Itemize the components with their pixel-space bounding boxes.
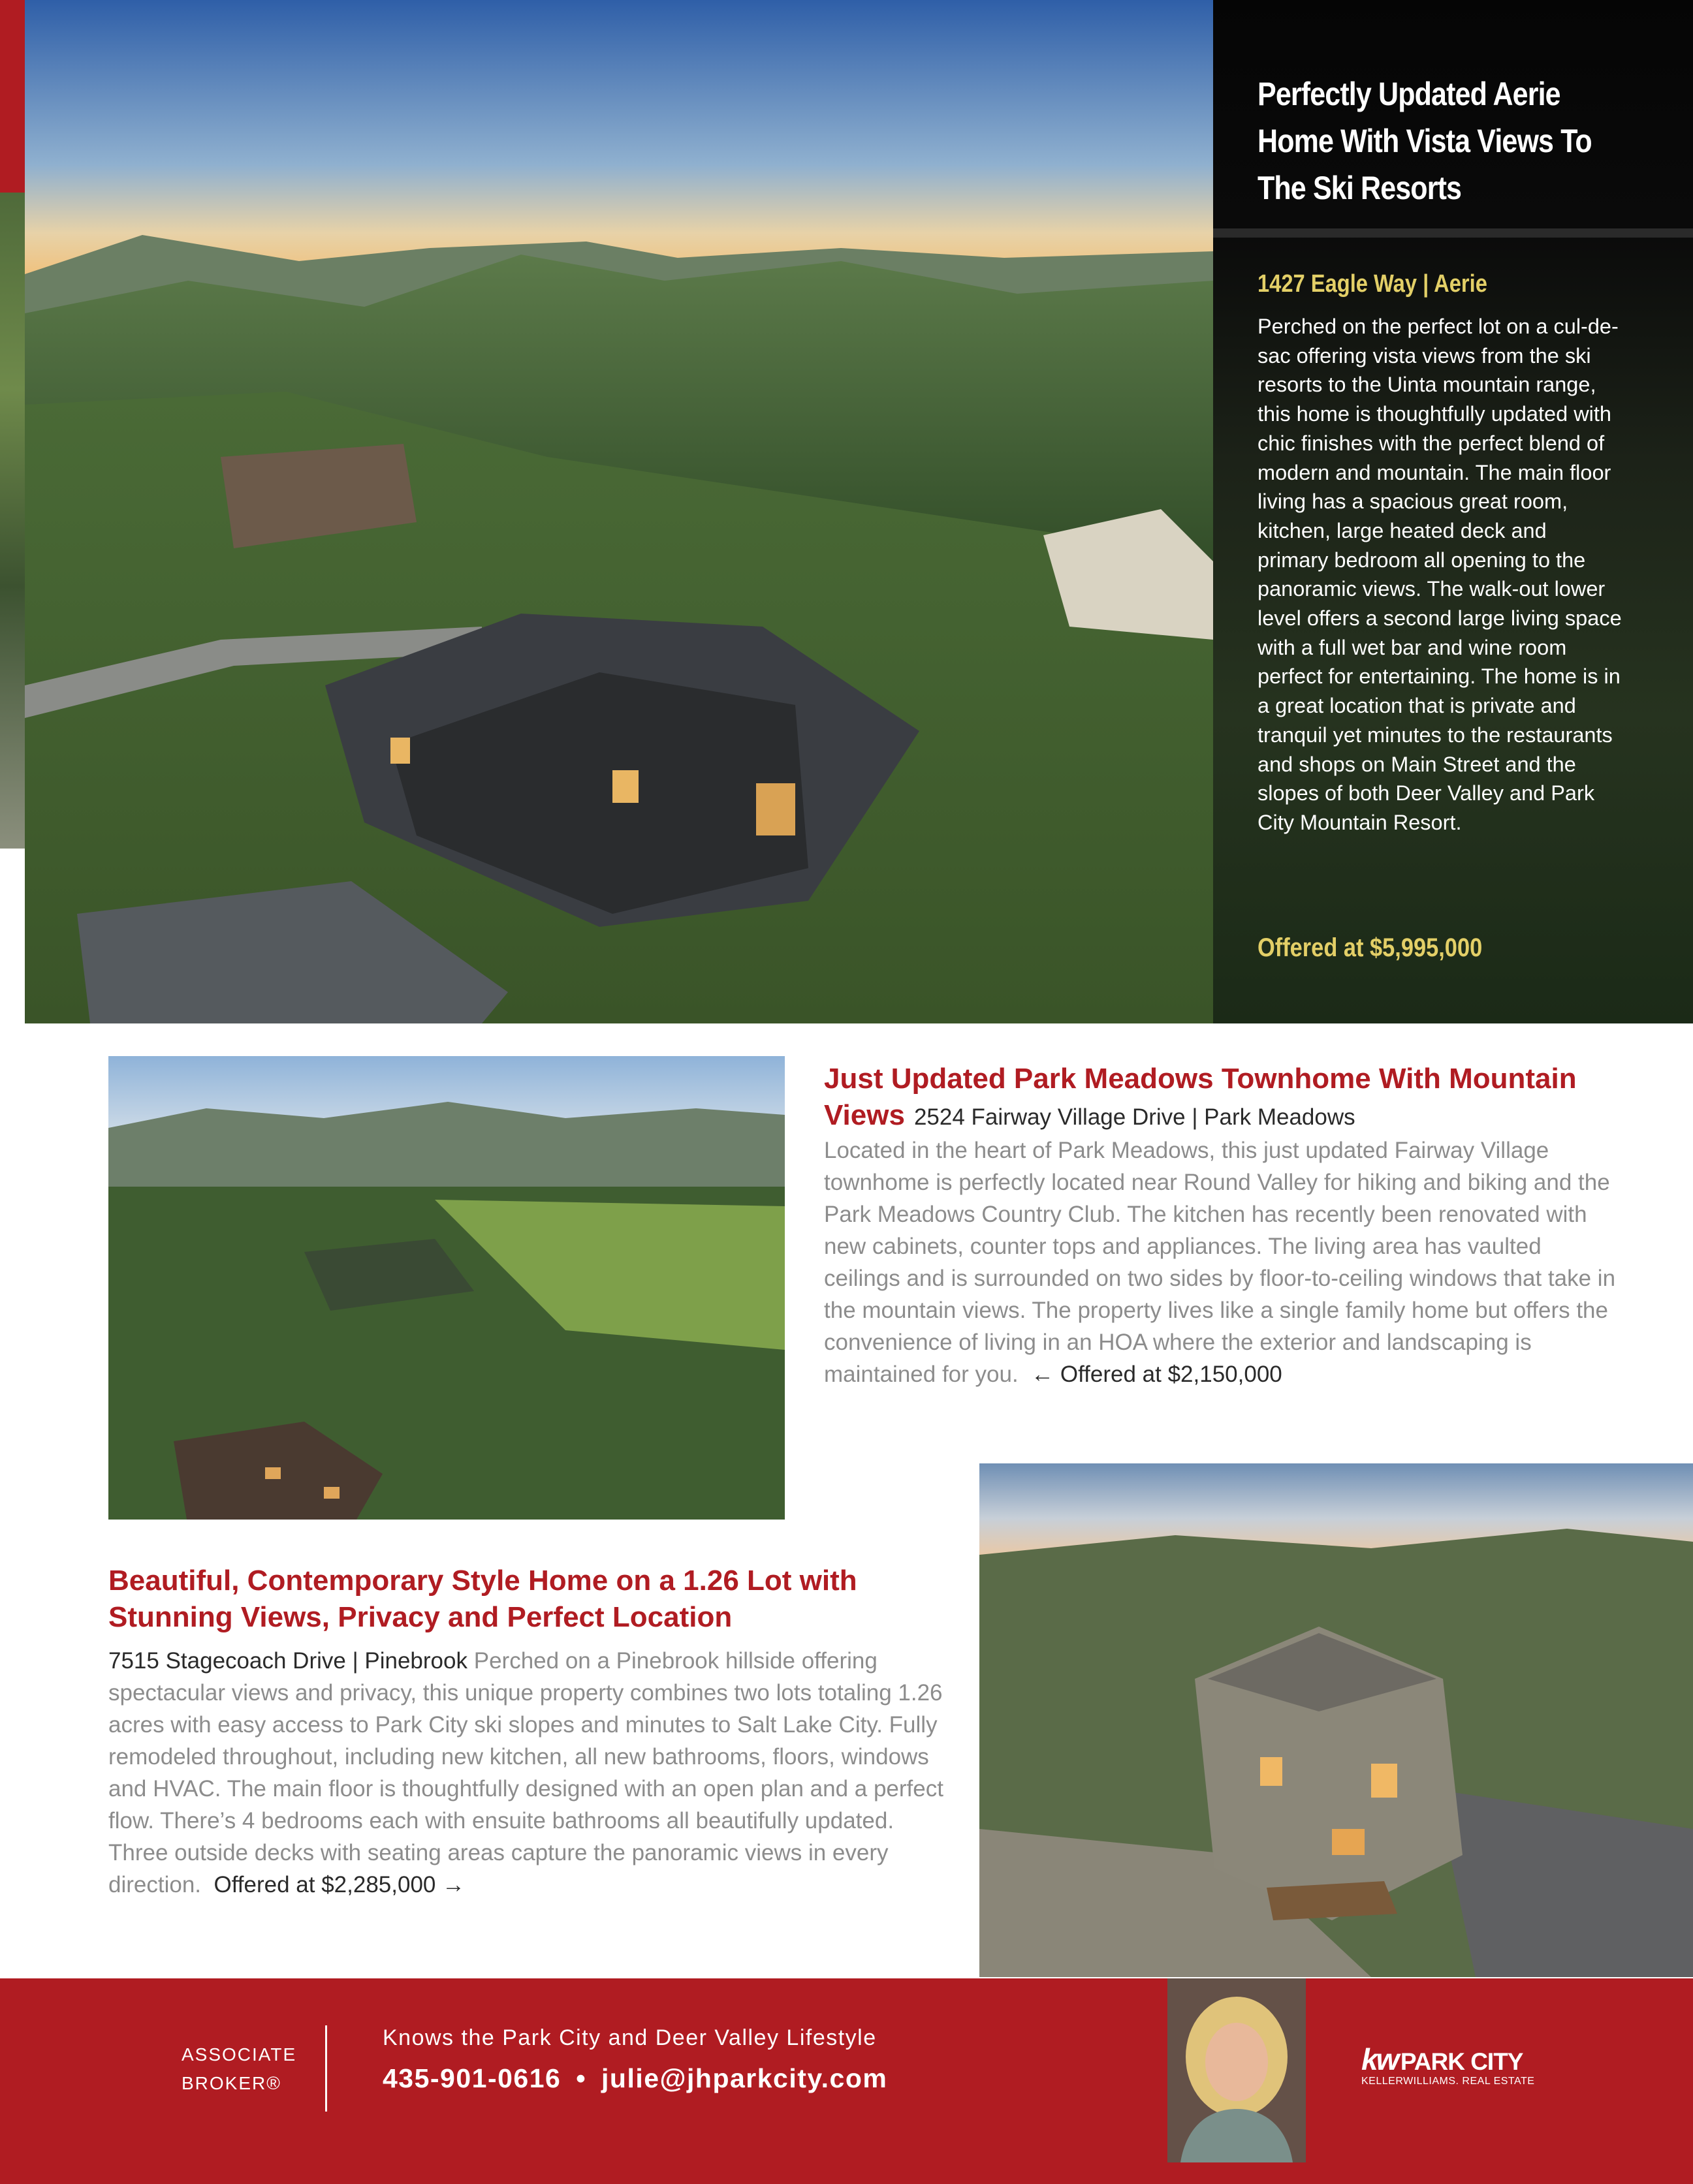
kw-park-city-logo xyxy=(1361,2042,1534,2087)
listing-3-title: Beautiful, Contemporary Style Home on a 1.26 Lot with Stunning Views, Privacy and Perfect Location xyxy=(108,1565,857,1633)
listing-2-title-text: Just Updated Park Meadows Townhome With Mountain Views xyxy=(824,1063,1577,1131)
listing-3-description: Perched on a Pinebrook hillside offering spectacular views and privacy, this unique property combines two lots totaling 1.26 acres with easy access to Park City ski slopes and minutes to Salt Lake City. Fully remodeled throughout, including new kitchen, all new bathrooms, floors, windows and HVAC. The main floor is thoughtfully designed with an open plan and a perfect flow. There’s 4 bedrooms each with ensuite bathrooms all beautifully updated. Three outside decks with seating areas capture the panoramic views in every direction. xyxy=(108,1648,943,1897)
footer-bar xyxy=(0,1978,1693,2184)
contact-separator: • xyxy=(576,2063,587,2093)
agent-email[interactable]: julie@jhparkcity.com xyxy=(601,2063,888,2093)
logo-kw: kw xyxy=(1361,2042,1398,2076)
logo-park-city: PARK CITY xyxy=(1400,2048,1523,2075)
listing-3-price: Offered at $2,285,000 → xyxy=(214,1872,466,1897)
role-line-2: BROKER® xyxy=(182,2073,281,2093)
pinebrook-home-photo xyxy=(979,1463,1693,1977)
listing-2-address: 2524 Fairway Village Drive | Park Meadows xyxy=(913,1104,1355,1130)
feature-price: Offered at $5,995,000 xyxy=(1258,933,1483,962)
listing-2-body xyxy=(824,1134,1617,1390)
logo-brokerage: KELLERWILLIAMS. REAL ESTATE xyxy=(1361,2076,1535,2087)
red-edge-bar xyxy=(0,0,25,193)
agent-role xyxy=(182,2040,296,2098)
listing-3-body xyxy=(108,1645,947,1901)
left-edge-photo-strip xyxy=(0,193,25,849)
listing-2-title xyxy=(824,1061,1679,1136)
listing-2-description: Located in the heart of Park Meadows, this just updated Fairway Village townhome is perfectly located near Round Valley for hiking and biking and the Park Meadows Country Club. The kitchen has recently been renovated with new cabinets, counter tops and appliances. The living area has vaulted ceilings and is surrounded on two sides by floor-to-ceiling windows that take in the mountain views. The property lives like a single family home but offers the convenience of living in an HOA where the exterior and landscaping is maintained for you. xyxy=(824,1138,1616,1387)
panel-divider xyxy=(1213,228,1693,238)
feature-description: Perched on the perfect lot on a cul-de-sac offering vista views from the ski resorts to the Uinta mountain range, this home is thoughtfully updated with chic finishes with the perfect blend of modern and mountain. The main floor living has a spacious great room, kitchen, large heated deck and primary bedroom all opening to the panoramic views. The walk-out lower level offers a second large living space with a full wet bar and wine room perfect for entertaining. The home is in a great location that is private and tranquil yet minutes to the restaurants and shops on Main Street and the slopes of both Deer Valley and Park City Mountain Resort. xyxy=(1258,315,1622,834)
feature-title: Perfectly Updated Aerie Home With Vista Views To The Ski Resorts xyxy=(1258,76,1592,206)
agent-avatar xyxy=(1167,1978,1306,2162)
listing-3-address: 7515 Stagecoach Drive | Pinebrook xyxy=(108,1648,467,1674)
agent-phone[interactable]: 435-901-0616 xyxy=(383,2063,562,2093)
feature-address: 1427 Eagle Way | Aerie xyxy=(1258,270,1487,298)
listing-2-price: ← Offered at $2,150,000 xyxy=(1031,1362,1282,1387)
hero-text-panel xyxy=(1213,0,1693,1023)
role-line-1: ASSOCIATE xyxy=(182,2044,297,2065)
footer-divider xyxy=(325,2025,327,2112)
hero-home-aerial-photo xyxy=(25,0,1213,1023)
agent-tagline: Knows the Park City and Deer Valley Lifestyle xyxy=(383,2025,877,2050)
townhome-aerial-photo xyxy=(108,1056,785,1520)
agent-contact xyxy=(383,2063,887,2094)
